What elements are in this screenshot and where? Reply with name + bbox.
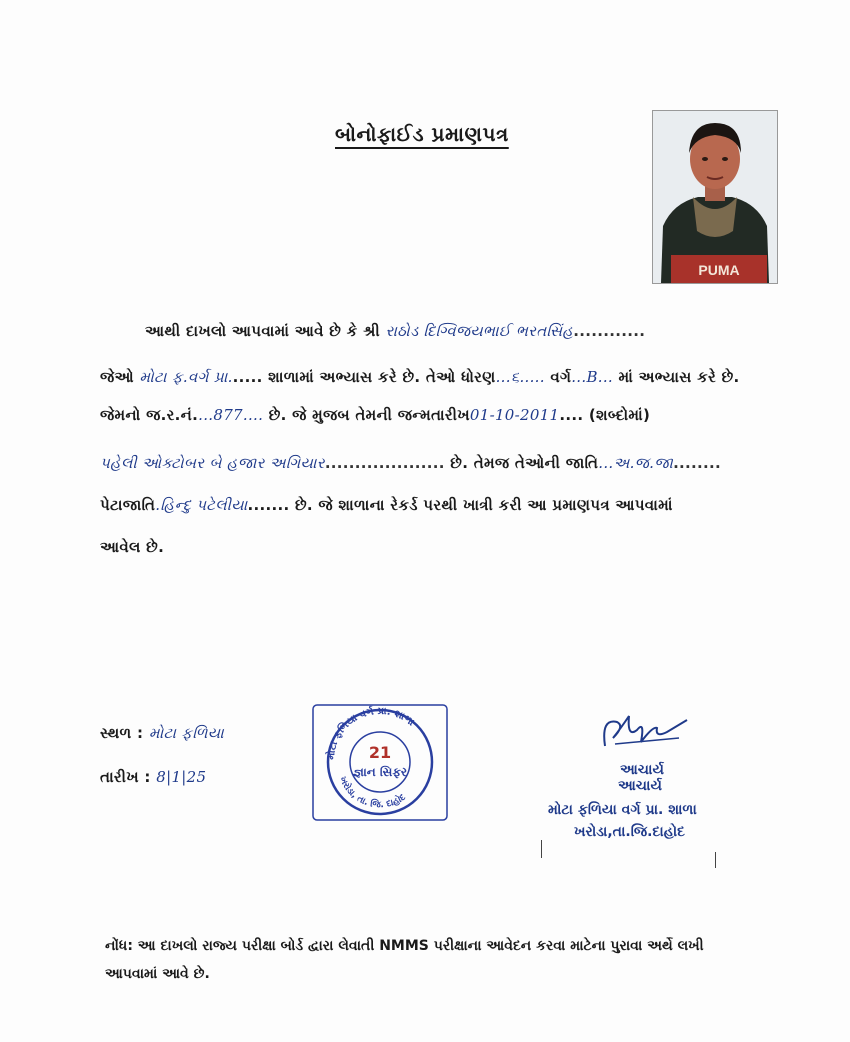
class-division: ...B... [571,368,613,386]
school-name: મોટા ફ.વર્ગ પ્રા. [139,368,233,386]
stamp-number: 21 [368,743,392,762]
certificate-line-1: આથી દાખલો આપવામાં આવે છે કે શ્રી રાઠોડ દિગ્વિજયભાઈ ભરતસિંહ............ [145,322,646,340]
date-of-birth: 01-10-2011 [469,406,560,424]
sub-caste: .હિન્દુ પટેલીયા [155,496,248,514]
caste: ...અ.જ.જા [598,454,674,472]
certificate-line-3: જેમનો જ.ર.નં....877.... છે. જે મુજબ તેમની જન્મતારીખ01-10-2011.... (શબ્દોમાં) [100,406,651,424]
shirt-logo-text: PUMA [698,262,740,278]
student-photo [652,110,778,284]
note-line-2: આપવામાં આવે છે. [105,966,210,982]
stamp-border-mark [541,840,542,858]
stamp-center-text: જ્ઞાન સિફર [352,765,408,779]
certificate-line-6: આવેલ છે. [100,538,165,556]
dob-in-words: પહેલી ઓક્ટોબર બે હજાર અગિયાર [100,454,325,472]
place-value: મોટા ફળિયા [148,724,224,742]
stamp-border-mark [715,852,716,868]
date-row: તારીખ : 8|1|25 [100,768,207,786]
note-line-1: નોંધ: આ દાખલો રાજ્ય પરીક્ષા બોર્ડ દ્વારા લેવાતી NMMS પરીક્ષાના આવેદન કરવા માટેના પુરાવા અર્થે લખી [105,938,704,954]
school-name-stamp: મોટા ફળિયા વર્ગ પ્રા. શાળા [548,802,697,818]
school-address-stamp: ખરોડા,તા.જિ.દાહોદ [574,824,685,840]
certificate-line-2: જેઓ મોટા ફ.વર્ગ પ્રા...... શાળામાં અભ્યાસ કરે છે. તેઓ ધોરણ...૬..... વર્ગ...B... માં અભ્યાસ કરે છે. [100,368,740,386]
stamp-ring-text: મોટા ફળિયા વર્ગ પ્રા. શાળા [325,705,417,761]
principal-title-written: આચાર્ય [620,762,664,778]
place-row: સ્થળ : મોટા ફળિયા [100,724,224,742]
principal-title: આચાર્ય [618,778,662,794]
principal-signature [595,708,695,762]
date-value: 8|1|25 [156,768,207,786]
standard: ...૬..... [495,368,545,386]
student-name: રાઠોડ દિગ્વિજયભાઈ ભરતસિંહ [385,322,574,340]
svg-text:ખરોડા, તા. જિ. દાહોદ [337,775,408,810]
certificate-line-4: પહેલી ઓક્ટોબર બે હજાર અગિયાર.................... છે. તેમજ તેઓની જાતિ...અ.જ.જા........ [100,454,722,472]
certificate-line-5: પેટાજાતિ.હિન્દુ પટેલીયા....... છે. જે શાળાના રેકર્ડ પરથી ખાત્રી કરી આ પ્રમાણપત્ર આપવામાં [100,496,673,514]
stamp-bottom-text: ખરોડા, તા. જિ. દાહોદ [337,775,408,811]
gr-number: ...877.... [198,406,264,424]
page-title: બોનોફાઈડ પ્રમાણપત્ર [335,122,509,146]
school-round-stamp [310,700,450,825]
